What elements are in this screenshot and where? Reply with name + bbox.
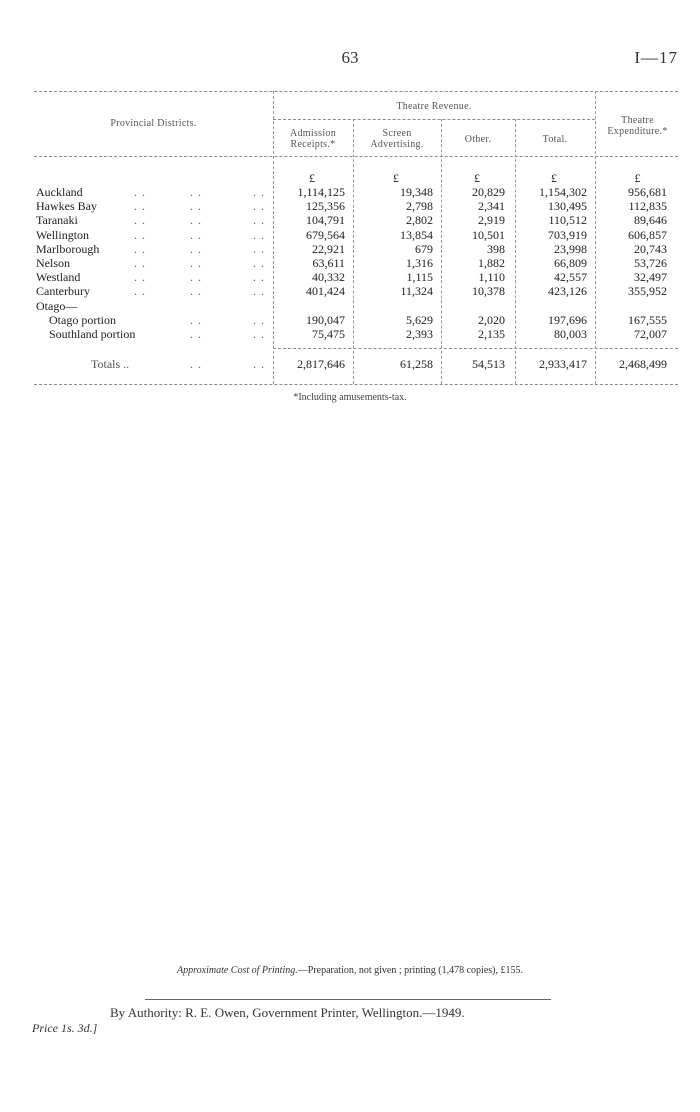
cell-screen: 1,115	[406, 270, 433, 285]
districts-header: Provincial Districts.	[110, 118, 197, 129]
table-top-rule	[34, 91, 678, 92]
leader-dots: . .	[190, 185, 202, 199]
cell-screen: 19,348	[400, 185, 433, 199]
leader-dots: . .	[253, 270, 265, 285]
cell-total: 1,154,302	[539, 185, 587, 199]
totals-top-rule	[273, 348, 678, 349]
cell-other: 10,501	[472, 227, 505, 242]
screen-advertising-header: Screen Advertising.	[370, 128, 424, 150]
printing-cost-text: —Preparation, not given ; printing (1,478 copies), £155.	[297, 965, 523, 976]
leader-dots: . .	[253, 199, 265, 214]
authority-rule	[145, 999, 551, 1000]
page-number: 63	[341, 48, 359, 67]
currency-symbol: £	[309, 171, 315, 185]
leader-dots: . .	[134, 256, 146, 270]
totals-total: 2,933,417	[539, 357, 587, 371]
theatre-revenue-header: Theatre Revenue.	[396, 101, 472, 112]
price-note: Price 1s. 3d.]	[32, 1021, 98, 1035]
leader-dots: . .	[253, 284, 265, 299]
cell-other: 10,378	[472, 284, 505, 299]
leader-dots: . .	[190, 256, 202, 270]
leader-dots: . .	[190, 312, 202, 327]
cell-screen: 679	[415, 241, 433, 256]
cell-admission: 63,611	[312, 256, 345, 270]
cell-screen: 2,798	[406, 199, 433, 214]
cell-total: 80,003	[554, 327, 587, 341]
currency-symbol: £	[393, 171, 399, 185]
cell-admission: 40,332	[312, 270, 345, 285]
cell-other: 20,829	[472, 185, 505, 199]
leader-dots: . .	[190, 357, 202, 371]
cell-screen: 5,629	[406, 312, 433, 327]
cell-other: 2,020	[478, 312, 505, 327]
leader-dots: . .	[134, 284, 146, 299]
cell-other: 2,341	[478, 199, 505, 214]
leader-dots: . .	[253, 241, 265, 256]
cell-total: 703,919	[548, 227, 587, 242]
cell-admission: 125,356	[306, 199, 345, 214]
cell-expenditure: 72,007	[634, 327, 667, 341]
cell-admission: 190,047	[306, 312, 345, 327]
cell-other: 398	[487, 241, 505, 256]
leader-dots: . .	[134, 185, 146, 199]
currency-symbol: £	[551, 171, 557, 185]
cell-screen: 11,324	[400, 284, 433, 299]
totals-other: 54,513	[472, 357, 505, 371]
district-name: Taranaki	[36, 213, 78, 228]
leader-dots: . .	[190, 327, 202, 341]
leader-dots: . .	[190, 241, 202, 256]
cell-expenditure: 89,646	[634, 213, 667, 228]
admission-receipts-header: Admission Receipts.*	[289, 128, 337, 150]
leader-dots: . .	[134, 270, 146, 285]
leader-dots: . .	[253, 227, 265, 242]
leader-dots: . .	[253, 327, 265, 341]
totals-admission: 2,817,646	[297, 357, 345, 371]
cell-other: 1,110	[478, 270, 505, 285]
cell-screen: 13,854	[400, 227, 433, 242]
printing-cost-label: Approximate Cost of Printing.	[177, 965, 298, 976]
other-header: Other.	[464, 134, 492, 145]
cell-expenditure: 32,497	[634, 270, 667, 285]
cell-expenditure: 606,857	[628, 227, 667, 242]
cell-screen: 2,802	[406, 213, 433, 228]
district-name: Marlborough	[36, 241, 100, 256]
leader-dots: . .	[190, 270, 202, 285]
district-name: Nelson	[36, 256, 70, 270]
cell-screen: 1,316	[406, 256, 433, 270]
cell-admission: 104,791	[306, 213, 345, 228]
district-name: Hawkes Bay	[36, 199, 97, 214]
leader-dots: . .	[190, 227, 202, 242]
currency-symbol: £	[474, 171, 480, 185]
cell-expenditure: 167,555	[628, 312, 667, 327]
cell-other: 2,135	[478, 327, 505, 341]
district-name: Westland	[36, 270, 81, 285]
cell-screen: 2,393	[406, 327, 433, 341]
cell-total: 23,998	[554, 241, 587, 256]
theatre-revenue-table	[34, 91, 678, 391]
cell-expenditure: 112,835	[628, 199, 667, 214]
cell-total: 42,557	[554, 270, 587, 285]
cell-total: 197,696	[548, 312, 587, 327]
leader-dots: . .	[253, 256, 265, 270]
cell-total: 423,126	[548, 284, 587, 299]
district-name: Otago portion	[49, 312, 116, 327]
leader-dots: . .	[134, 213, 146, 228]
cell-expenditure: 355,952	[628, 284, 667, 299]
header-bottom-rule	[34, 156, 678, 157]
printing-cost-note	[0, 965, 700, 976]
cell-admission: 75,475	[312, 327, 345, 341]
leader-dots: . .	[134, 227, 146, 242]
leader-dots: . .	[134, 199, 146, 214]
totals-expenditure: 2,468,499	[619, 357, 667, 371]
district-name: Otago—	[36, 298, 78, 313]
cell-admission: 679,564	[306, 227, 345, 242]
cell-other: 1,882	[478, 256, 505, 270]
cell-total: 110,512	[548, 213, 587, 228]
cell-other: 2,919	[478, 213, 505, 228]
district-name: Canterbury	[36, 284, 90, 299]
totals-label: Totals ..	[91, 357, 130, 371]
cell-admission: 22,921	[312, 241, 345, 256]
leader-dots: . .	[253, 213, 265, 228]
leader-dots: . .	[253, 185, 265, 199]
cell-total: 66,809	[554, 256, 587, 270]
leader-dots: . .	[253, 357, 265, 371]
cell-expenditure: 53,726	[634, 256, 667, 270]
cell-expenditure: 20,743	[634, 241, 667, 256]
cell-total: 130,495	[548, 199, 587, 214]
total-header: Total.	[542, 134, 568, 145]
currency-symbol: £	[634, 171, 641, 185]
leader-dots: . .	[253, 312, 265, 327]
cell-admission: 401,424	[306, 284, 345, 299]
leader-dots: . .	[190, 213, 202, 228]
footnote: *Including amusements-tax.	[293, 392, 407, 403]
document-reference: I—17	[634, 48, 678, 67]
revenue-subheader-rule	[273, 119, 595, 120]
cell-expenditure: 956,681	[628, 185, 667, 199]
totals-screen: 61,258	[400, 357, 433, 371]
cell-admission: 1,114,125	[297, 185, 345, 199]
leader-dots: . .	[190, 199, 202, 214]
district-name: Wellington	[36, 227, 90, 242]
theatre-expenditure-header: Theatre Expenditure.*	[607, 115, 668, 137]
leader-dots: . .	[134, 241, 146, 256]
district-name: Auckland	[36, 185, 83, 199]
printer-authority: By Authority: R. E. Owen, Government Printer, Wellington.—1949.	[110, 1005, 465, 1020]
table-bottom-rule	[34, 384, 678, 385]
leader-dots: . .	[190, 284, 202, 299]
district-name: Southland portion	[49, 327, 136, 341]
